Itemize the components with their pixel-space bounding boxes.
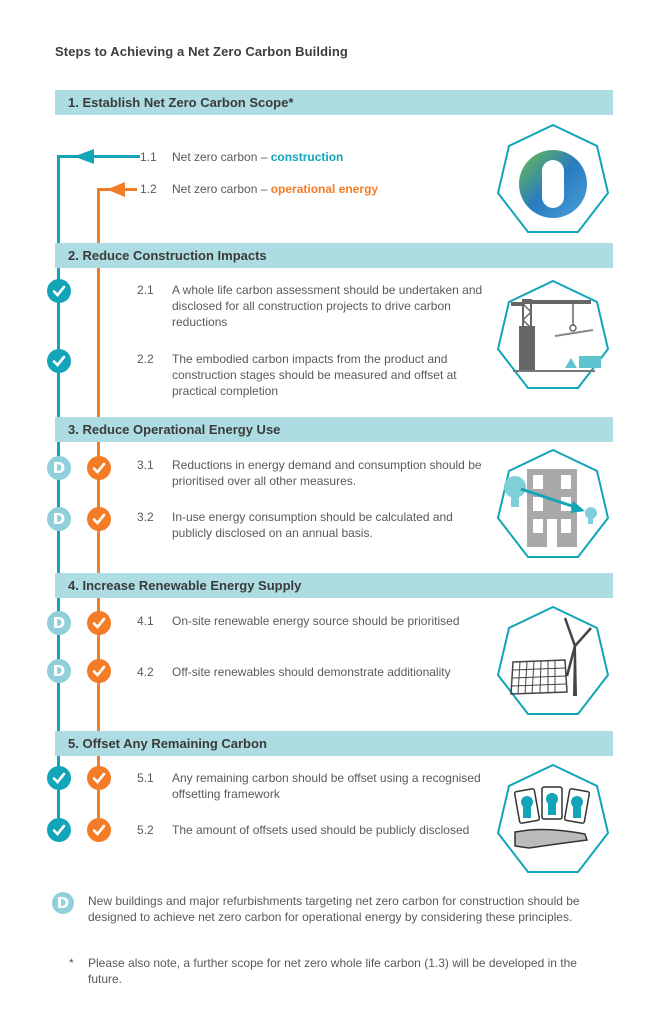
section-heading: 2. Reduce Construction Impacts: [68, 248, 267, 263]
operational-arrow-icon: [107, 182, 125, 197]
item-text: The amount of offsets used should be publicly disclosed: [172, 823, 470, 837]
construction-check-icon: [47, 766, 71, 790]
item-number: 4.1: [137, 614, 154, 628]
operational-check-icon: [87, 456, 111, 480]
section-2-header: [55, 243, 613, 268]
item-number: 3.1: [137, 458, 154, 472]
item-number: 5.2: [137, 823, 154, 837]
operational-check-icon: [87, 507, 111, 531]
item-number: 5.1: [137, 771, 154, 785]
item-text: Net zero carbon –: [172, 150, 271, 164]
design-d-legend-icon: D: [52, 892, 74, 914]
item-text: Reductions in energy demand and consumption should be prioritised over all other measures.: [172, 458, 482, 488]
design-d-note: New buildings and major refurbishments targeting net zero carbon for construction should be designed to achieve net zero carbon for operational energy by considering these principles.: [88, 894, 580, 924]
item-text: On-site renewable energy source should be prioritised: [172, 614, 460, 628]
item-text: Any remaining carbon should be offset using a recognised offsetting framework: [172, 771, 481, 801]
construction-check-icon: [47, 349, 71, 373]
net-zero-logo-icon: [493, 122, 613, 240]
section-5-header: [55, 731, 613, 756]
scope-item-1-2: [140, 182, 379, 196]
section-heading: 3. Reduce Operational Energy Use: [68, 422, 281, 437]
building-lightbulb-icon: [493, 447, 613, 565]
solar-wind-icon: [493, 604, 613, 722]
crane-icon: [493, 278, 613, 396]
item-number: 3.2: [137, 510, 154, 524]
item-text: A whole life carbon assessment should be undertaken and disclosed for all construction projects to drive carbon reductions: [172, 283, 483, 329]
construction-arrow-icon: [74, 149, 94, 164]
footnote-note: Please also note, a further scope for net zero whole life carbon (1.3) will be developed in the future.: [88, 956, 577, 986]
section-heading: 5. Offset Any Remaining Carbon: [68, 736, 267, 751]
design-d-icon: D: [47, 456, 71, 480]
construction-highlight: construction: [270, 150, 344, 164]
design-d-icon: D: [47, 659, 71, 683]
item-text: In-use energy consumption should be calculated and publicly disclosed on an annual basis.: [172, 510, 453, 540]
page-title: Steps to Achieving a Net Zero Carbon Building: [55, 44, 348, 59]
item-text: Off-site renewables should demonstrate additionality: [172, 665, 451, 679]
construction-check-icon: [47, 279, 71, 303]
design-d-icon: D: [47, 507, 71, 531]
item-number: 2.1: [137, 283, 154, 297]
section-3-header: [55, 417, 613, 442]
section-heading: 1. Establish Net Zero Carbon Scope*: [68, 95, 294, 110]
section-1-header: [55, 90, 613, 115]
item-text: The embodied carbon impacts from the product and construction stages should be measured and offset at practical completion: [172, 352, 457, 398]
operational-check-icon: [87, 818, 111, 842]
construction-check-icon: [47, 818, 71, 842]
item-number: 1.2: [140, 182, 157, 196]
operational-check-icon: [87, 611, 111, 635]
item-number: 1.1: [140, 150, 157, 164]
item-number: 4.2: [137, 665, 154, 679]
operational-check-icon: [87, 766, 111, 790]
design-d-icon: D: [47, 611, 71, 635]
operational-check-icon: [87, 659, 111, 683]
operational-highlight: operational energy: [270, 182, 379, 196]
item-text: Net zero carbon –: [172, 182, 271, 196]
construction-arrow-line: [57, 155, 140, 158]
section-heading: 4. Increase Renewable Energy Supply: [68, 578, 302, 593]
scope-item-1-1: [140, 150, 344, 164]
footnote-star: *: [69, 956, 74, 970]
section-4-header: [55, 573, 613, 598]
certificates-hand-icon: [493, 762, 613, 880]
item-number: 2.2: [137, 352, 154, 366]
